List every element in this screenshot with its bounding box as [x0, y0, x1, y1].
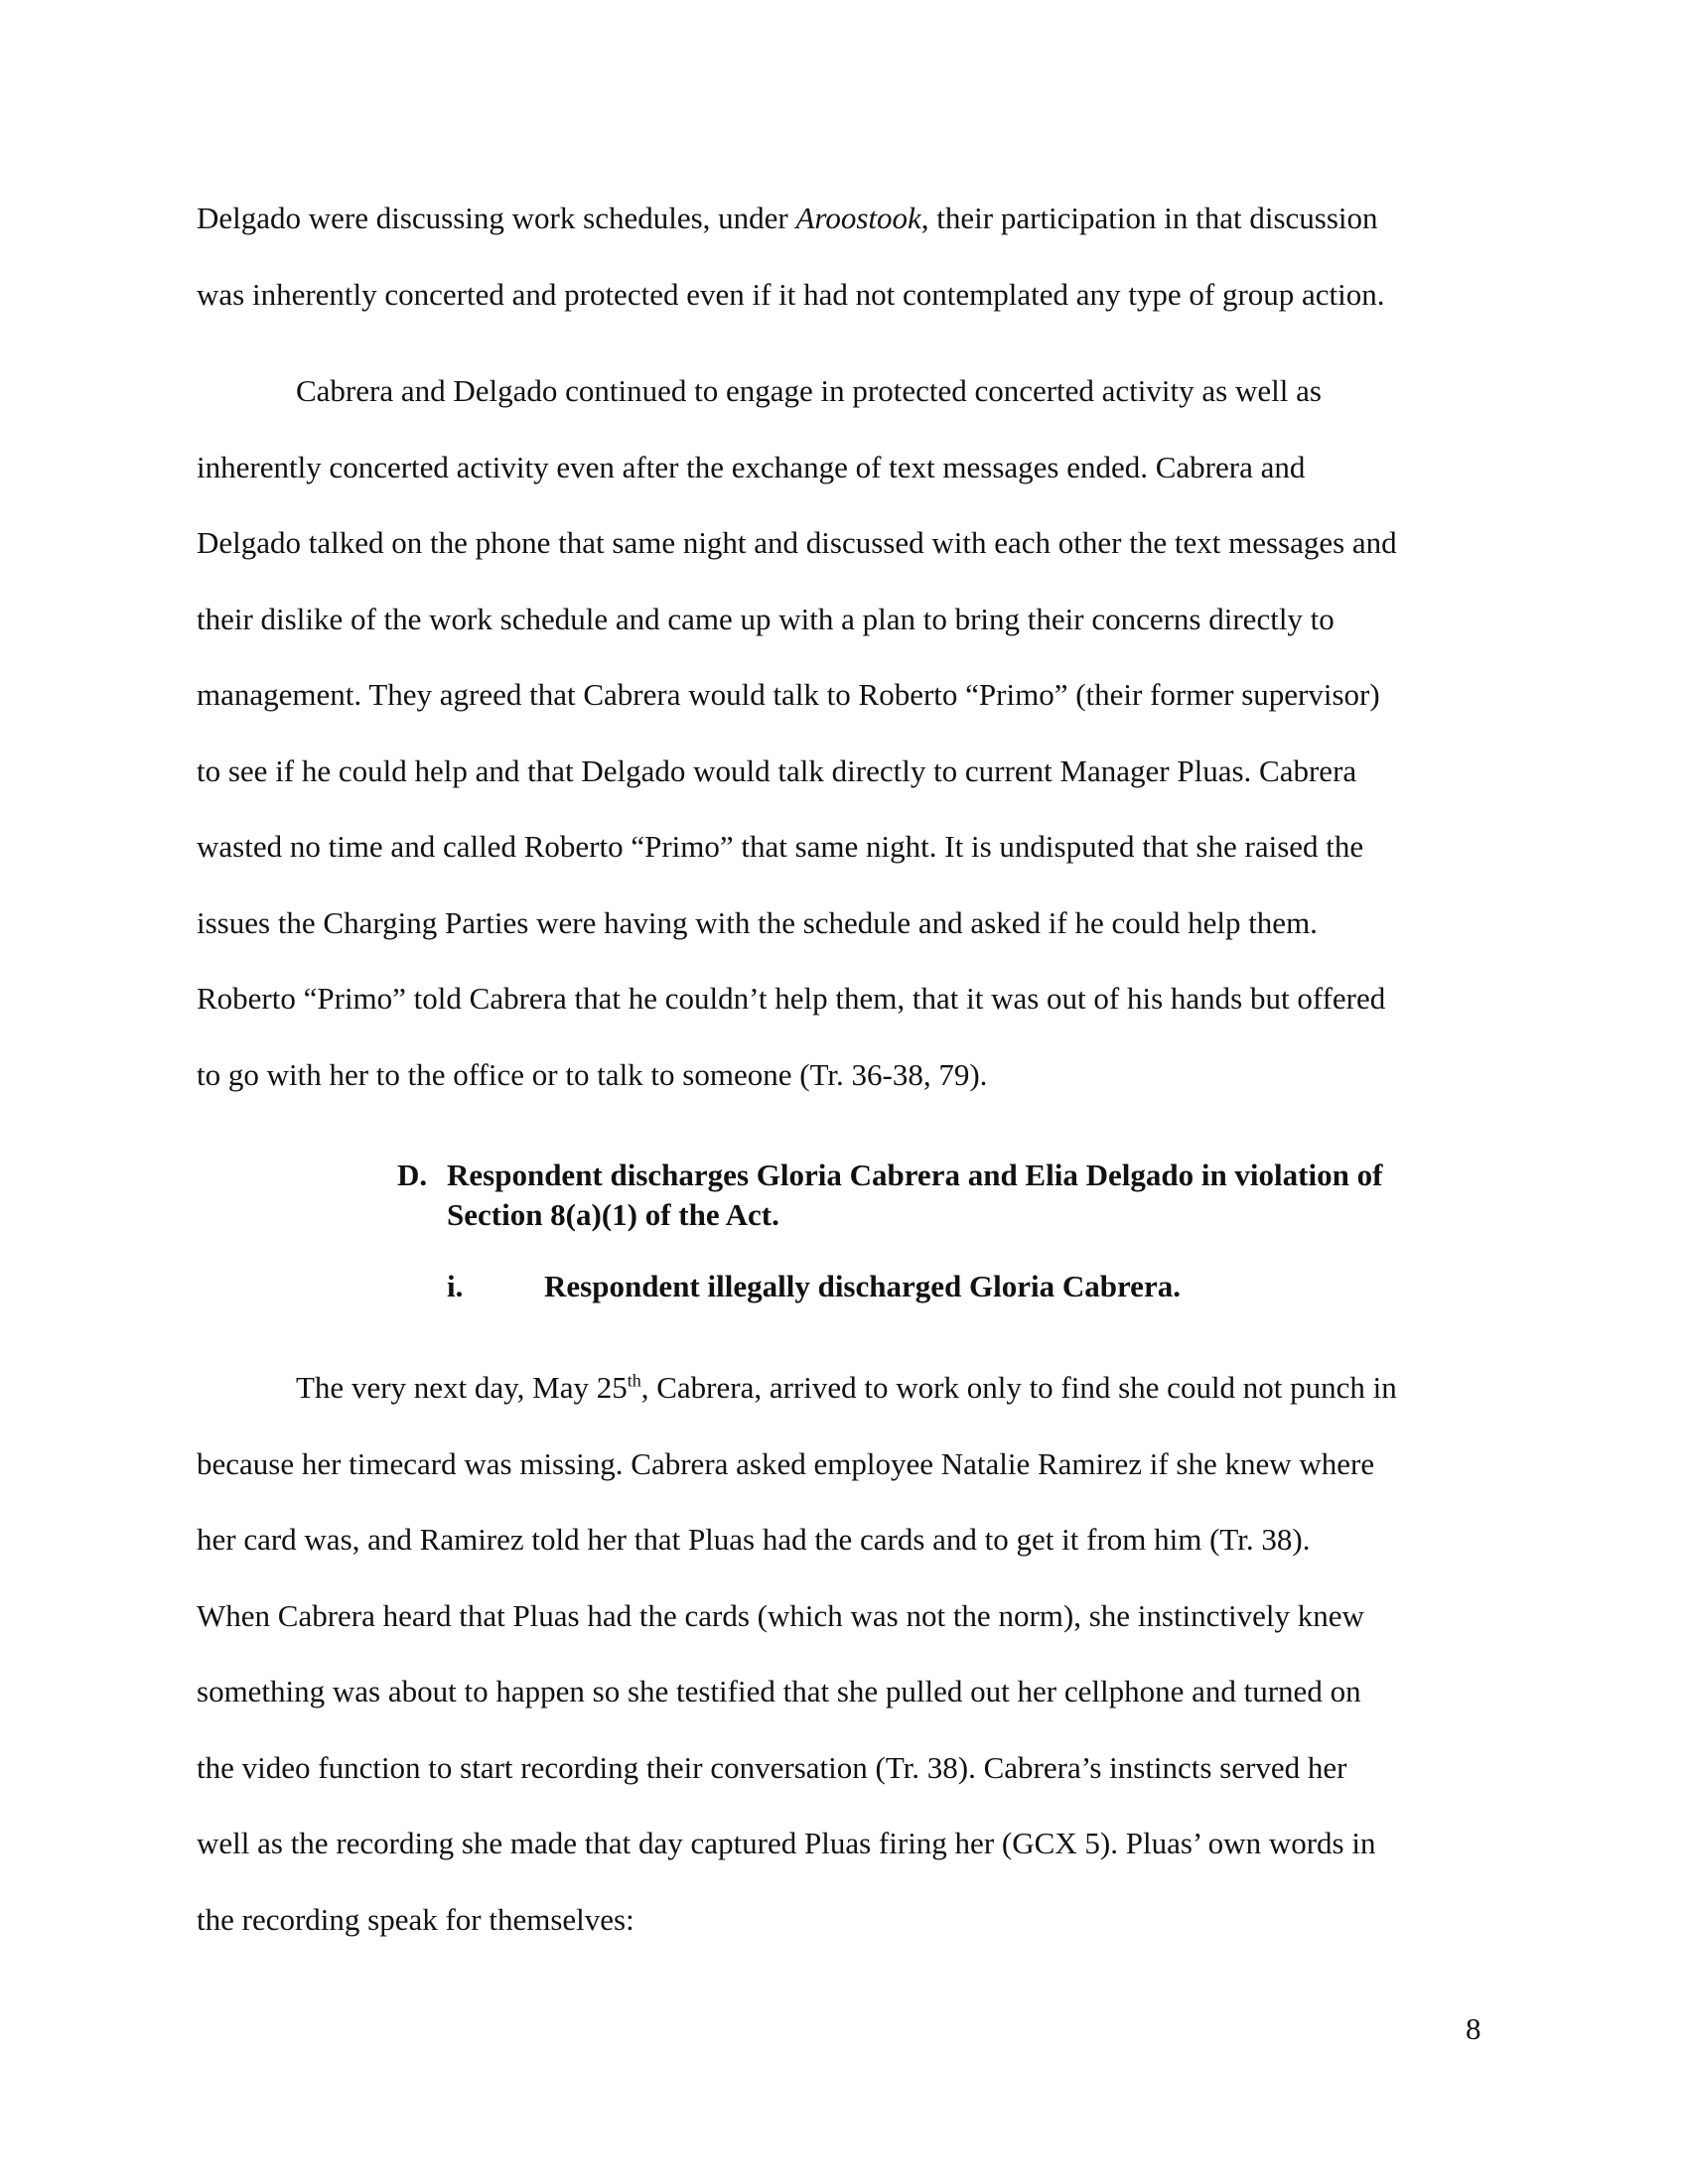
- text-run: The very next day, May 25: [296, 1370, 628, 1405]
- heading-line: Respondent discharges Gloria Cabrera and Elia Delgado in violation of: [447, 1158, 1383, 1192]
- paragraph-line: their dislike of the work schedule and came up with a plan to bring their concerns directly to: [197, 601, 1335, 636]
- paragraph-line: to see if he could help and that Delgado would talk directly to current Manager Pluas. Cabrera: [197, 752, 1357, 788]
- paragraph-line: issues the Charging Parties were having with the schedule and asked if he could help them.: [197, 904, 1318, 940]
- paragraph-line: inherently concerted activity even after the exchange of text messages ended. Cabrera and: [197, 449, 1306, 484]
- paragraph-line: because her timecard was missing. Cabrera asked employee Natalie Ramirez if she knew where: [197, 1445, 1375, 1481]
- paragraph-phone-call: [197, 353, 1507, 1113]
- paragraph-line: When Cabrera heard that Pluas had the cards (which was not the norm), she instinctively knew: [197, 1597, 1364, 1633]
- paragraph-line: her card was, and Ramirez told her that Pluas had the cards and to get it from him (Tr. 38).: [197, 1522, 1311, 1557]
- paragraph-line: to go with her to the office or to talk to someone (Tr. 36-38, 79).: [197, 1056, 988, 1092]
- page-number: 8: [1466, 2011, 1481, 2046]
- subsection-i-marker: i.: [447, 1269, 464, 1303]
- text-run: , their participation in that discussion: [920, 201, 1378, 235]
- heading-line: Section 8(a)(1) of the Act.: [447, 1197, 779, 1232]
- paragraph-aroostook: [197, 181, 1507, 333]
- paragraph-timecard: [197, 1350, 1507, 1958]
- paragraph-line: Roberto “Primo” told Cabrera that he couldn’t help them, that it was out of his hands but offered: [197, 981, 1386, 1016]
- paragraph-line: well as the recording she made that day captured Pluas firing her (GCX 5). Pluas’ own words in: [197, 1826, 1376, 1860]
- paragraph-line: the recording speak for themselves:: [197, 1901, 634, 1937]
- section-d-heading: [447, 1156, 1382, 1235]
- subsection-i-heading: Respondent illegally discharged Gloria Cabrera.: [544, 1269, 1181, 1303]
- paragraph-line: wasted no time and called Roberto “Primo” that same night. It is undisputed that she raised the: [197, 829, 1364, 864]
- paragraph-line: Cabrera and Delgado continued to engage in protected concerted activity as well as: [296, 373, 1322, 408]
- paragraph-line: [197, 181, 1507, 257]
- paragraph-line: management. They agreed that Cabrera would talk to Roberto “Primo” (their former supervisor): [197, 677, 1380, 712]
- paragraph-line: something was about to happen so she testified that she pulled out her cellphone and turned on: [197, 1674, 1361, 1708]
- paragraph-line: [197, 1350, 1507, 1427]
- text-run: Delgado were discussing work schedules, under: [197, 201, 796, 235]
- text-run: , Cabrera, arrived to work only to find she could not punch in: [640, 1370, 1397, 1405]
- paragraph-line: was inherently concerted and protected even if it had not contemplated any type of group action.: [197, 276, 1385, 312]
- paragraph-line: the video function to start recording their conversation (Tr. 38). Cabrera’s instincts served her: [197, 1749, 1347, 1785]
- paragraph-line: Delgado talked on the phone that same night and discussed with each other the text messages and: [197, 525, 1397, 560]
- ordinal-superscript: th: [627, 1370, 641, 1391]
- section-d-marker: D.: [397, 1158, 428, 1192]
- case-name-italic: Aroostook: [795, 201, 921, 235]
